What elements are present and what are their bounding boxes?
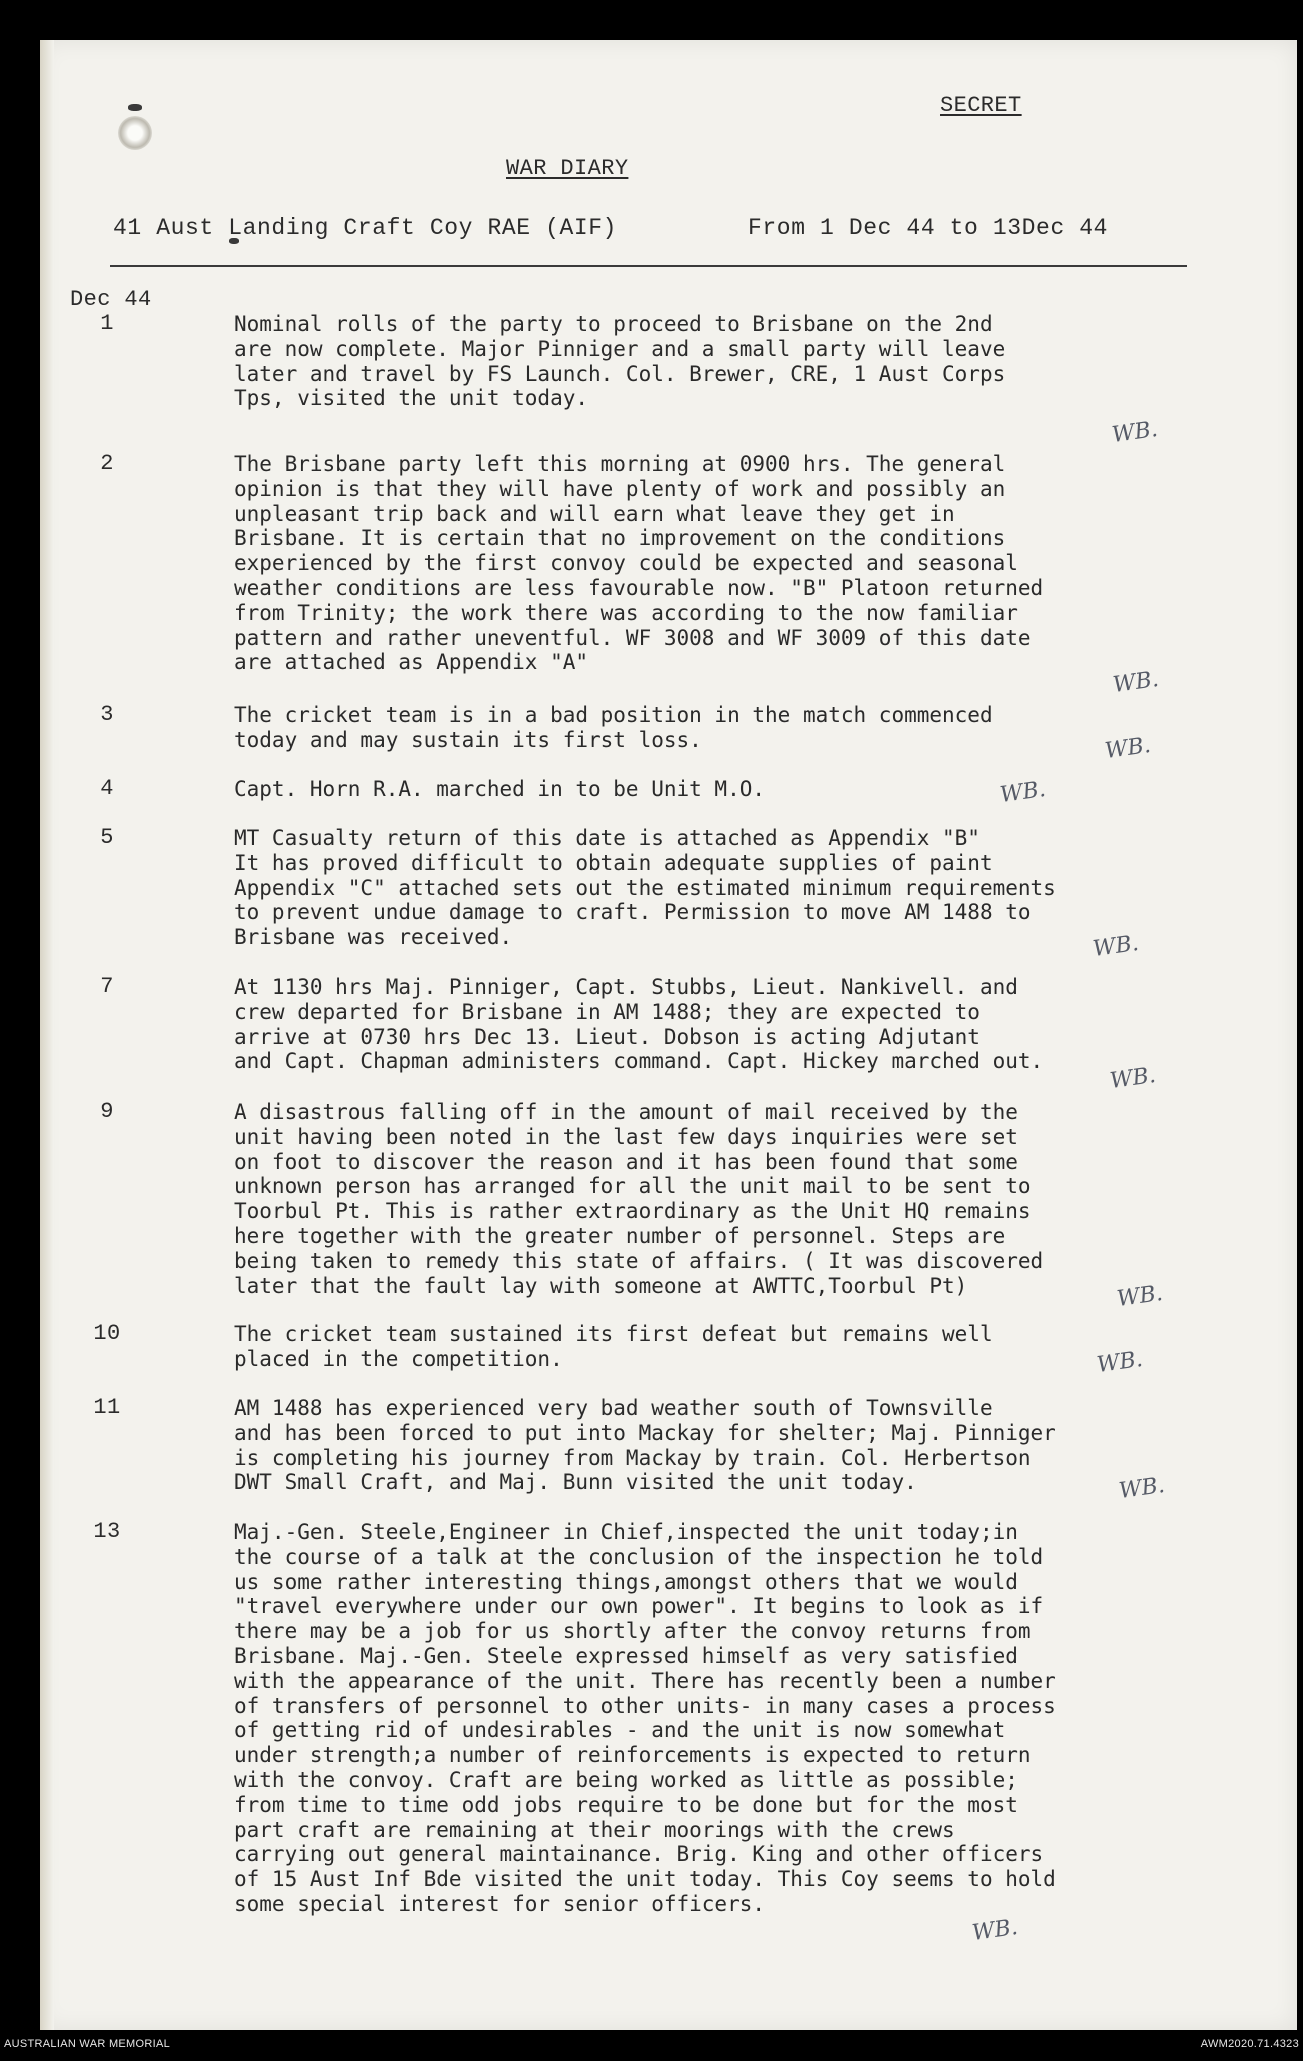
header-divider (110, 265, 1187, 267)
entry-day: 9 (100, 1099, 114, 1124)
archive-credit: AUSTRALIAN WAR MEMORIAL (4, 2038, 171, 2050)
archive-reference: AWM2020.71.4323 (1200, 2038, 1299, 2050)
handwritten-initials: WB. (998, 776, 1048, 809)
entry-day: 3 (100, 702, 114, 727)
handwritten-initials: WB. (1095, 1346, 1145, 1379)
entry-day: 10 (93, 1321, 121, 1346)
entry-text: The Brisbane party left this morning at 0900 hrs. The general opinion is that they will have plenty of work and possibly an unpleasant trip back and will earn what leave they get in Brisbane. It is certain that no improvement on the conditions experienced by the first convoy could be expected and seasonal weather conditions are less favourable now. "B" Platoon returned from Trinity; the work there was according to the now familiar pattern and rather uneventful. WF 3008 and WF 3009 of this date are attached as Appendix "A" (234, 452, 1044, 675)
entry-day: 13 (93, 1519, 121, 1544)
handwritten-initials: WB. (1111, 666, 1161, 699)
entry-text: A disastrous falling off in the amount of mail received by the unit having been noted in the last few days inquiries were set on foot to discover the reason and it has been found that some unknown person has arranged for all the unit mail to be sent to Toorbul Pt. This is rather extraordinary as the Unit HQ remains here together with the greater number of personnel. Steps are being taken to remedy this state of affairs. ( It was discovered later that the fault lay with someone at AWTTC,Toorbul Pt) (234, 1100, 1044, 1298)
entry-day: 2 (100, 451, 114, 476)
entry-text: At 1130 hrs Maj. Pinniger, Capt. Stubbs, Lieut. Nankivell. and crew departed for Brisbane in AM 1488; they are expected to arrive at 0730 hrs Dec 13. Lieut. Dobson is acting Adjutant and Capt. Chapman administers command. Capt. Hickey marched out. (234, 975, 1044, 1074)
diary-period: From 1 Dec 44 to 13Dec 44 (748, 215, 1109, 241)
entry-day: 4 (100, 776, 114, 801)
entry-day: 5 (100, 825, 114, 850)
ink-blot (128, 104, 142, 111)
entry-text: The cricket team is in a bad position in the match commenced today and may sustain its first loss. (234, 703, 993, 752)
entry-text: Maj.-Gen. Steele,Engineer in Chief,inspected the unit today;in the course of a talk at the conclusion of the inspection he told us some rather interesting things,amongst others that we would "travel everywhere under our own power". It begins to look as if there may be a job for us shortly after the convoy returns from Brisbane. Maj.-Gen. Steele expressed himself as very satisfied with the appearance of the unit. There has recently been a number of transfers of personnel to other units- in many cases a process of getting rid of undesirables - and the unit is now somewhat under strength;a number of reinforcements is expected to return with the convoy. Craft are being worked as little as possible; from time to time odd jobs require to be done but for the most part craft are remaining at their moorings with the crews carrying out general maintainance. Brig. King and other officers of 15 Aust Inf Bde visited the unit today. This Coy seems to hold some special interest for senior officers. (234, 1520, 1056, 1916)
entry-text: AM 1488 has experienced very bad weather south of Townsville and has been forced to put into Mackay for shelter; Maj. Pinniger is completing his journey from Mackay by train. Col. Herbertson DWT Small Craft, and Maj. Bunn visited the unit today. (234, 1396, 1056, 1495)
handwritten-initials: WB. (1117, 1472, 1167, 1505)
handwritten-initials: WB. (1103, 732, 1153, 765)
punch-hole (118, 116, 152, 150)
entry-text: Capt. Horn R.A. marched in to be Unit M.O. (234, 777, 766, 801)
entry-text: MT Casualty return of this date is attached as Appendix "B" It has proved difficult to obtain adequate supplies of paint Appendix "C" attached sets out the estimated minimum requirements to prevent undue damage to craft. Permission to move AM 1488 to Brisbane was received. (234, 826, 1056, 950)
unit-name: 41 Aust Landing Craft Coy RAE (AIF) (113, 215, 618, 241)
entry-day: 11 (93, 1395, 121, 1420)
entry-text: Nominal rolls of the party to proceed to Brisbane on the 2nd are now complete. Major Pinniger and a small party will leave later and travel by FS Launch. Col. Brewer, CRE, 1 Aust Corps Tps, visited the unit today. (234, 312, 1006, 411)
handwritten-initials: WB. (1091, 930, 1141, 963)
document-title: WAR DIARY (506, 156, 629, 181)
handwritten-initials: WB. (1115, 1280, 1165, 1313)
entry-text: The cricket team sustained its first defeat but remains well placed in the competition. (234, 1322, 993, 1371)
handwritten-initials: WB. (1110, 416, 1160, 449)
entry-day: 7 (100, 974, 114, 999)
month-label: Dec 44 (70, 287, 152, 312)
classification-label: SECRET (940, 93, 1022, 118)
page-edge-shadow (40, 40, 54, 2030)
entry-day: 1 (100, 311, 114, 336)
handwritten-initials: WB. (970, 1914, 1020, 1947)
handwritten-initials: WB. (1108, 1062, 1158, 1095)
